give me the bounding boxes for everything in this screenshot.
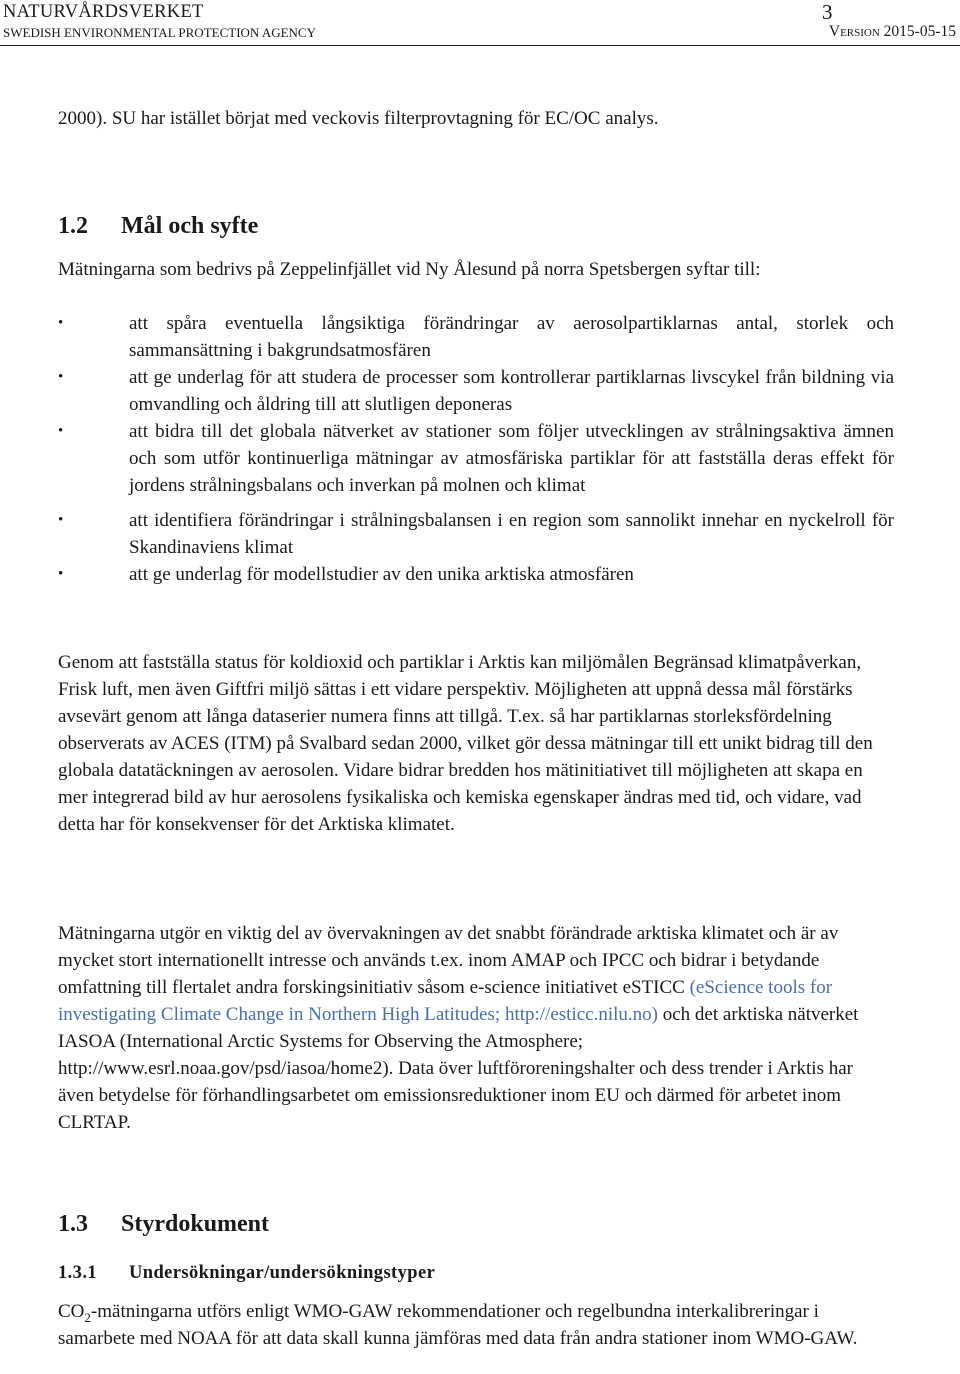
page-header bbox=[0, 0, 960, 46]
paragraph-text: -mätningarna utförs enligt WMO-GAW rekommendationer och regelbundna interkalibreringar i samarbete med NOAA för att data skall kunna jämföras med data från andra stationer inom WMO-GAW. bbox=[58, 1301, 858, 1349]
section-number: 1.3 bbox=[58, 1211, 88, 1237]
bullet-icon: • bbox=[58, 315, 64, 331]
subsection-number: 1.3.1 bbox=[58, 1263, 97, 1283]
list-item-text: att bidra till det globala nätverket av stationer som följer utvecklingen av strålningsaktiva ämnen och som utför kontinuerliga mätningar av atmosfäriska partiklar för att fastställa deras effekt för jordens strålningsbalans och inverkan på molnen och klimat bbox=[129, 421, 894, 496]
subsection-title: Undersökningar/undersökningstyper bbox=[129, 1263, 436, 1283]
list-item bbox=[0, 561, 960, 588]
intro-paragraph: 2000). SU har istället börjat med veckovis filterprovtagning för EC/OC analys. bbox=[58, 108, 659, 129]
co2-prefix: CO bbox=[58, 1301, 85, 1322]
list-item bbox=[0, 364, 960, 418]
body-paragraph-1: Genom att fastställa status för koldioxid och partiklar i Arktis kan miljömålen Begränsad klimatpåverkan, Frisk luft, men även Giftfri miljö sättas i ett vidare perspektiv. Möjligheten att uppnå dessa mål förstärks avsevärt genom att långa dataserier numera finns att tillgå. T.ex. så har partiklarnas storleksfördelning observerats av ACES (ITM) på Svalbard sedan 2000, vilket gör dessa mätningar till ett unikt bidrag till den globala datatäckningen av aerosolen. Vidare bidrar bredden hos mätinitiativet till möjligheten att skapa en mer integrerad bild av hur aerosolens fysikaliska och kemiska egenskaper ändras med tid, och vidare, vad detta har för konsekvenser för det Arktiska klimatet. bbox=[58, 652, 873, 835]
list-item bbox=[0, 310, 960, 364]
bullet-icon: • bbox=[58, 512, 64, 528]
section-heading-1-2 bbox=[58, 213, 258, 240]
esticc-link[interactable]: (eScience tools for investigating Climate Change in Northern High Latitudes; http://esticc.nilu.no) bbox=[58, 977, 833, 1025]
section-title: Mål och syfte bbox=[121, 213, 259, 239]
body-paragraph-2 bbox=[58, 920, 890, 1136]
goals-list bbox=[0, 310, 960, 588]
list-item bbox=[0, 418, 960, 499]
bullet-icon: • bbox=[58, 566, 64, 582]
header-page-number: 3 bbox=[822, 0, 833, 24]
section-title: Styrdokument bbox=[121, 1211, 270, 1237]
list-item-text: att spåra eventuella långsiktiga förändringar av aerosolpartiklarnas antal, storlek och sammansättning i bakgrundsatmosfären bbox=[129, 313, 894, 361]
list-item bbox=[0, 507, 960, 561]
paragraph-text: och det arktiska nätverket IASOA (International Arctic Systems for Observing the Atmosphere; http://www.esrl.noaa.gov/psd/iasoa/home2). Data över luftföroreningshalter och dess trender i Arktis har även betydelse för förhandlingsarbetet om emissionsreduktioner inom EU och därmed för arbetet inom CLRTAP. bbox=[58, 1004, 859, 1133]
co2-paragraph bbox=[58, 1298, 890, 1352]
header-divider bbox=[0, 45, 960, 46]
header-agency: SWEDISH ENVIRONMENTAL PROTECTION AGENCY bbox=[3, 25, 316, 40]
section-heading-1-3 bbox=[58, 1211, 269, 1238]
section-number: 1.2 bbox=[58, 213, 88, 239]
co2-subscript: 2 bbox=[84, 1309, 91, 1325]
paragraph-text: Mätningarna utgör en viktig del av övervakningen av det snabbt förändrade arktiska klimatet och är av mycket stort internationellt intresse och används t.ex. inom AMAP och IPCC och bidrar i betydande omfattning till flertalet andra forskingsinitiativ såsom e-science initiativet eSTICC bbox=[58, 923, 839, 998]
list-item-text: att ge underlag för att studera de processer som kontrollerar partiklarnas livscykel från bildning via omvandling och åldring till att slutligen deponeras bbox=[129, 367, 894, 415]
section-lead-paragraph: Mätningarna som bedrivs på Zeppelinfjället vid Ny Ålesund på norra Spetsbergen syftar till: bbox=[58, 259, 761, 280]
list-item-text: att identifiera förändringar i strålningsbalansen i en region som sannolikt innehar en nyckelroll för Skandinaviens klimat bbox=[129, 510, 894, 558]
bullet-icon: • bbox=[58, 369, 64, 385]
bullet-icon: • bbox=[58, 423, 64, 439]
header-organization: NATURVÅRDSVERKET bbox=[3, 2, 204, 22]
list-item-text: att ge underlag för modellstudier av den unika arktiska atmosfären bbox=[129, 564, 634, 585]
header-version: Version 2015-05-15 bbox=[828, 23, 956, 40]
subsection-heading-1-3-1 bbox=[58, 1263, 435, 1284]
